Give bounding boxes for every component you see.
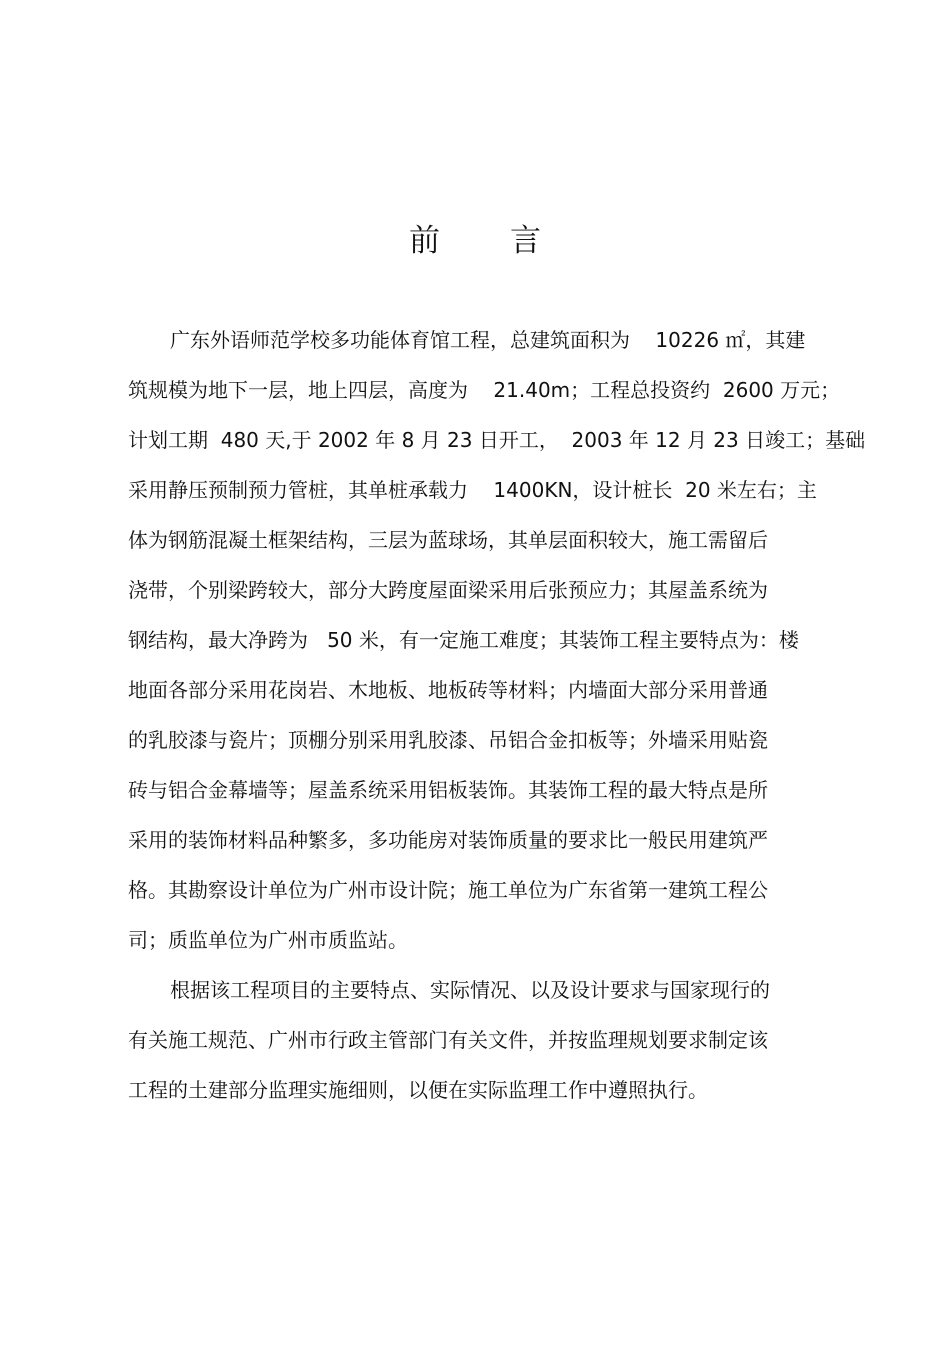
paragraph-line: 广东外语师范学校多功能体育馆工程，总建筑面积为 10226 ㎡，其建 [170,328,806,352]
paragraph-line: 司；质监单位为广州市质监站。 [128,928,408,952]
title-char-1: 前 [409,223,440,259]
paragraph-line: 工程的土建部分监理实施细则，以便在实际监理工作中遵照执行。 [128,1078,708,1102]
paragraph-line: 浇带，个别梁跨较大，部分大跨度屋面梁采用后张预应力；其屋盖系统为 [128,578,768,602]
paragraph-line: 的乳胶漆与瓷片；顶棚分别采用乳胶漆、吊铝合金扣板等；外墙采用贴瓷 [128,728,768,752]
paragraph-line: 根据该工程项目的主要特点、实际情况、以及设计要求与国家现行的 [170,978,770,1002]
paragraph-line: 格。其勘察设计单位为广州市设计院；施工单位为广东省第一建筑工程公 [128,878,768,902]
paragraph-line: 砖与铝合金幕墙等；屋盖系统采用铝板装饰。其装饰工程的最大特点是所 [128,778,768,802]
paragraph-line: 钢结构，最大净跨为 50 米，有一定施工难度；其装饰工程主要特点为：楼 [128,628,799,652]
title-char-2: 言 [510,223,541,259]
paragraph-line: 有关施工规范、广州市行政主管部门有关文件，并按监理规划要求制定该 [128,1028,768,1052]
page-title [0,218,950,264]
paragraph-line: 地面各部分采用花岗岩、木地板、地板砖等材料；内墙面大部分采用普通 [128,678,768,702]
paragraph-line: 计划工期 480 天,于 2002 年 8 月 23 日开工， 2003 年 12 月 23 日竣工；基础 [128,428,866,452]
paragraph-line: 采用的装饰材料品种繁多，多功能房对装饰质量的要求比一般民用建筑严 [128,828,768,852]
paragraph-line: 体为钢筋混凝土框架结构，三层为蓝球场，其单层面积较大，施工需留后 [128,528,768,552]
paragraph-line: 采用静压预制预力管桩，其单桩承载力 1400KN，设计桩长 20 米左右；主 [128,478,817,502]
paragraph-line: 筑规模为地下一层，地上四层，高度为 21.40m；工程总投资约 2600 万元； [128,378,841,402]
